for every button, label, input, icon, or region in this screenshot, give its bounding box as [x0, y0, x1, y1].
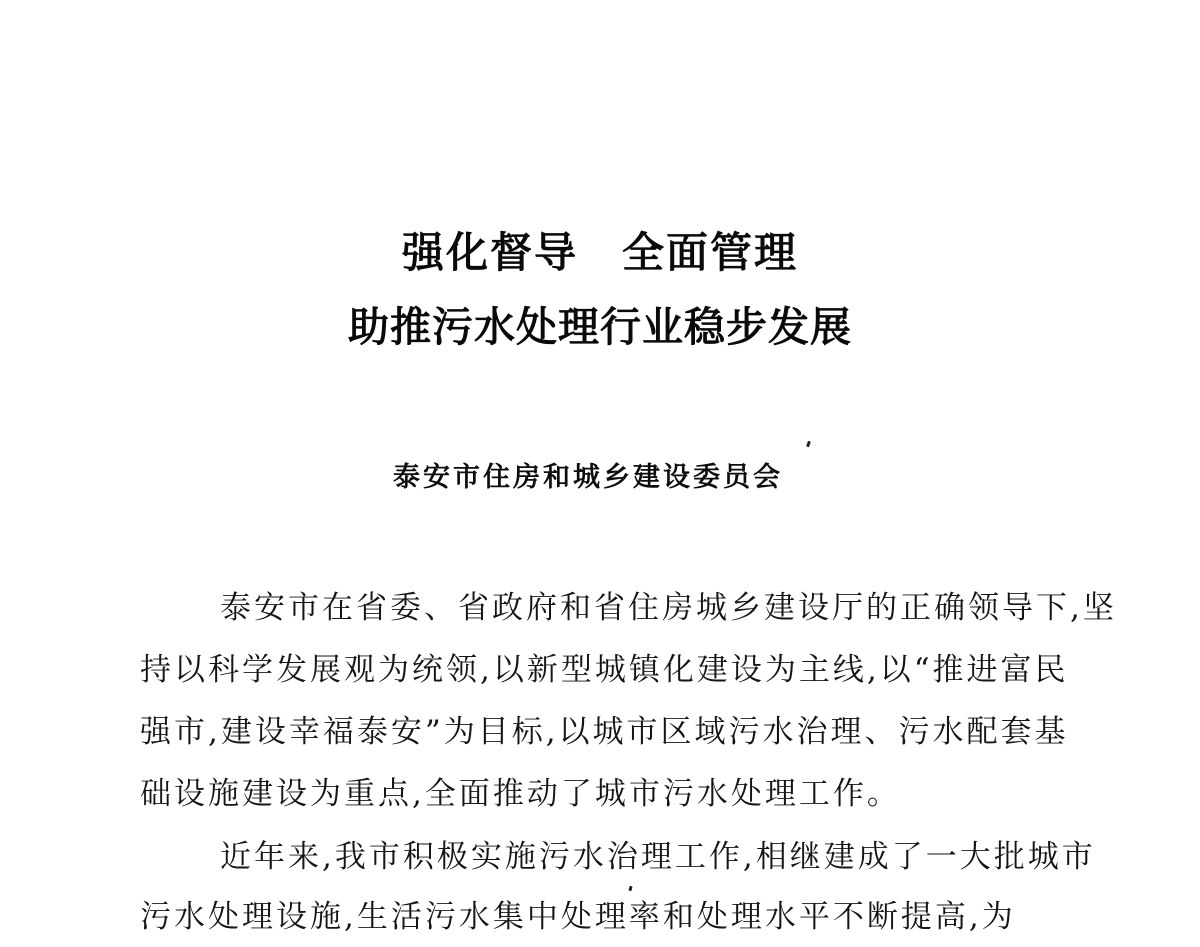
title-line-2: 助推污水处理行业稳步发展: [348, 303, 852, 351]
paragraph-1-line-2: 持以科学发展观为统领,以新型城镇化建设为主线,以“推进富民: [140, 652, 1069, 688]
document-title: [0, 228, 1200, 351]
paragraph-1-line-3: 强市,建设幸福泰安”为目标,以城市区域污水治理、污水配套基: [140, 714, 1069, 750]
paragraph-2: [140, 827, 1096, 947]
title-line-1: 强化督导 全面管理: [401, 228, 798, 277]
paragraph-2-line-2-clipped: 污水处理设施,生活污水集中处理率和处理水平不断提高,为: [140, 899, 1016, 935]
scan-speck: [806, 441, 811, 448]
body-text: [140, 577, 1117, 947]
paragraph-2-line-1: 近年来,我市积极实施污水治理工作,相继建成了一大批城市: [220, 839, 1096, 875]
author-organization: 泰安市住房和城乡建设委员会: [393, 462, 783, 493]
paragraph-1: [140, 577, 1117, 825]
paragraph-1-line-4: 础设施建设为重点,全面推动了城市污水处理工作。: [140, 776, 901, 812]
paragraph-1-line-1: 泰安市在省委、省政府和省住房城乡建设厅的正确领导下,坚: [220, 590, 1117, 626]
